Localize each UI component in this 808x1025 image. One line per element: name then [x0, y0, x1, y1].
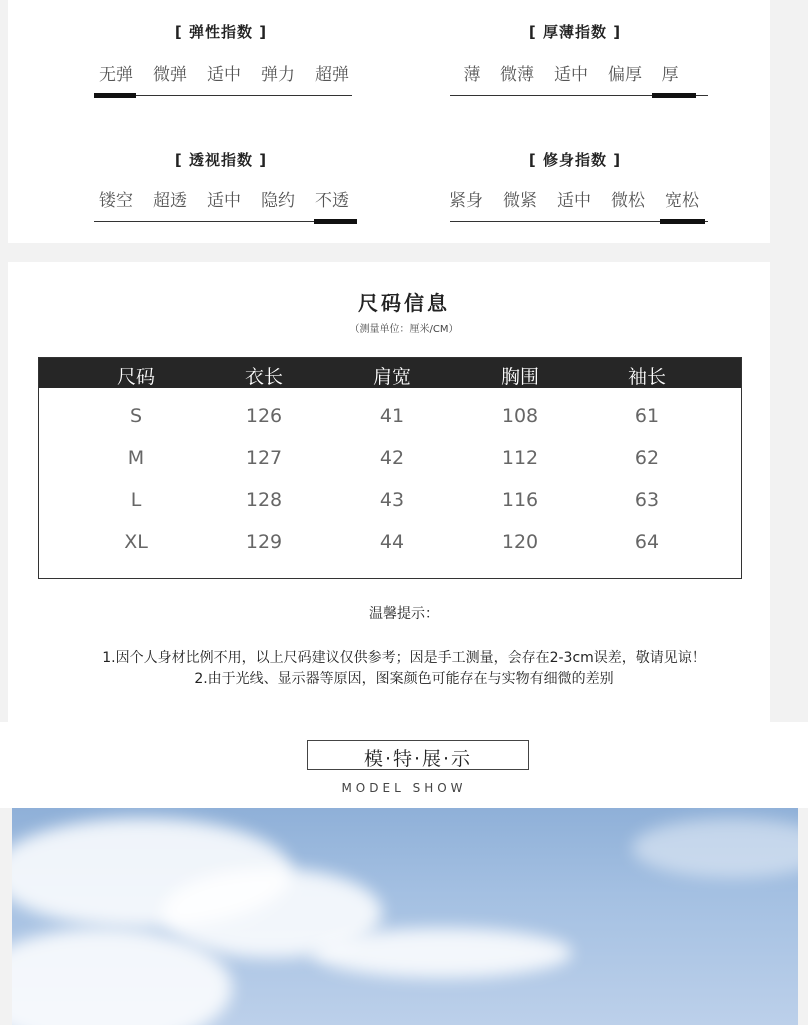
- index-option: 微薄: [500, 65, 534, 85]
- cloud-shape: [312, 928, 572, 978]
- header-length: 衣长: [244, 366, 283, 388]
- table-cell: 126: [245, 405, 283, 427]
- index-option: 宽松: [665, 191, 699, 211]
- index-selected-marker: [314, 219, 357, 224]
- index-option: 超弹: [315, 65, 349, 85]
- header-chest: 胸围: [500, 366, 539, 388]
- index-option: 隐约: [261, 191, 295, 211]
- table-cell: M: [127, 447, 145, 469]
- cloud-shape: [632, 818, 798, 878]
- table-cell: 43: [379, 489, 405, 511]
- tips-line-2: 2.由于光线、显示器等原因，图案颜色可能存在与实物有细微的差别: [194, 671, 614, 687]
- index-option: 紧身: [449, 191, 483, 211]
- table-cell: L: [130, 489, 142, 511]
- table-cell: 64: [634, 531, 660, 553]
- thickness-index: [440, 18, 710, 108]
- table-cell: 41: [379, 405, 405, 427]
- table-cell: S: [129, 405, 143, 427]
- elasticity-index: [86, 18, 356, 108]
- index-option: 无弹: [99, 65, 133, 85]
- index-title: [ 透视指数 ]: [174, 151, 268, 169]
- model-show-title-box: [307, 740, 529, 770]
- index-title: [ 厚薄指数 ]: [528, 23, 622, 41]
- index-option: 微紧: [503, 191, 537, 211]
- index-option: 微松: [611, 191, 645, 211]
- size-info-title: 尺码信息: [358, 291, 450, 315]
- index-option: 微弹: [153, 65, 187, 85]
- tips-line-1: 1.因个人身材比例不用，以上尺码建议仅供参考；因是手工测量，会存在2-3cm误差，敬请见谅！: [102, 650, 706, 666]
- index-option: 适中: [207, 65, 241, 85]
- size-table: [38, 357, 742, 579]
- table-cell: 108: [501, 405, 539, 427]
- header-size: 尺码: [116, 366, 155, 388]
- table-cell: 42: [379, 447, 405, 469]
- table-cell: 127: [245, 447, 283, 469]
- index-option: 厚: [661, 65, 679, 85]
- index-selected-marker: [652, 93, 696, 98]
- index-option: 适中: [557, 191, 591, 211]
- size-table-header: [39, 358, 741, 388]
- index-selected-marker: [660, 219, 705, 224]
- table-cell: 128: [245, 489, 283, 511]
- table-cell: 44: [379, 531, 405, 553]
- model-photo: [12, 808, 798, 1025]
- header-shoulder: 肩宽: [372, 366, 411, 388]
- index-title: [ 弹性指数 ]: [174, 23, 268, 41]
- index-option: 适中: [207, 191, 241, 211]
- table-cell: 61: [634, 405, 660, 427]
- table-cell: 120: [501, 531, 539, 553]
- tips-title: 温馨提示：: [369, 606, 439, 622]
- table-cell: 62: [634, 447, 660, 469]
- table-cell: XL: [124, 531, 148, 553]
- table-cell: 116: [501, 489, 539, 511]
- index-option: 弹力: [261, 65, 295, 85]
- index-option: 不透: [315, 191, 349, 211]
- table-cell: 112: [501, 447, 539, 469]
- index-option: 薄: [463, 65, 481, 85]
- header-sleeve: 袖长: [627, 366, 666, 388]
- model-show-title: 模·特·展·示: [363, 748, 473, 770]
- table-cell: 63: [634, 489, 660, 511]
- fit-index: [440, 146, 710, 236]
- index-option: 偏厚: [608, 65, 642, 85]
- index-option: 超透: [153, 191, 187, 211]
- index-title: [ 修身指数 ]: [528, 151, 622, 169]
- table-cell: 129: [245, 531, 283, 553]
- index-option: 适中: [554, 65, 588, 85]
- transparency-index: [86, 146, 356, 236]
- model-show-subtitle: MODEL SHOW: [341, 781, 467, 795]
- size-info-unit: （测量单位：厘米/CM）: [349, 324, 459, 335]
- index-selected-marker: [94, 93, 136, 98]
- index-option: 镂空: [99, 191, 133, 211]
